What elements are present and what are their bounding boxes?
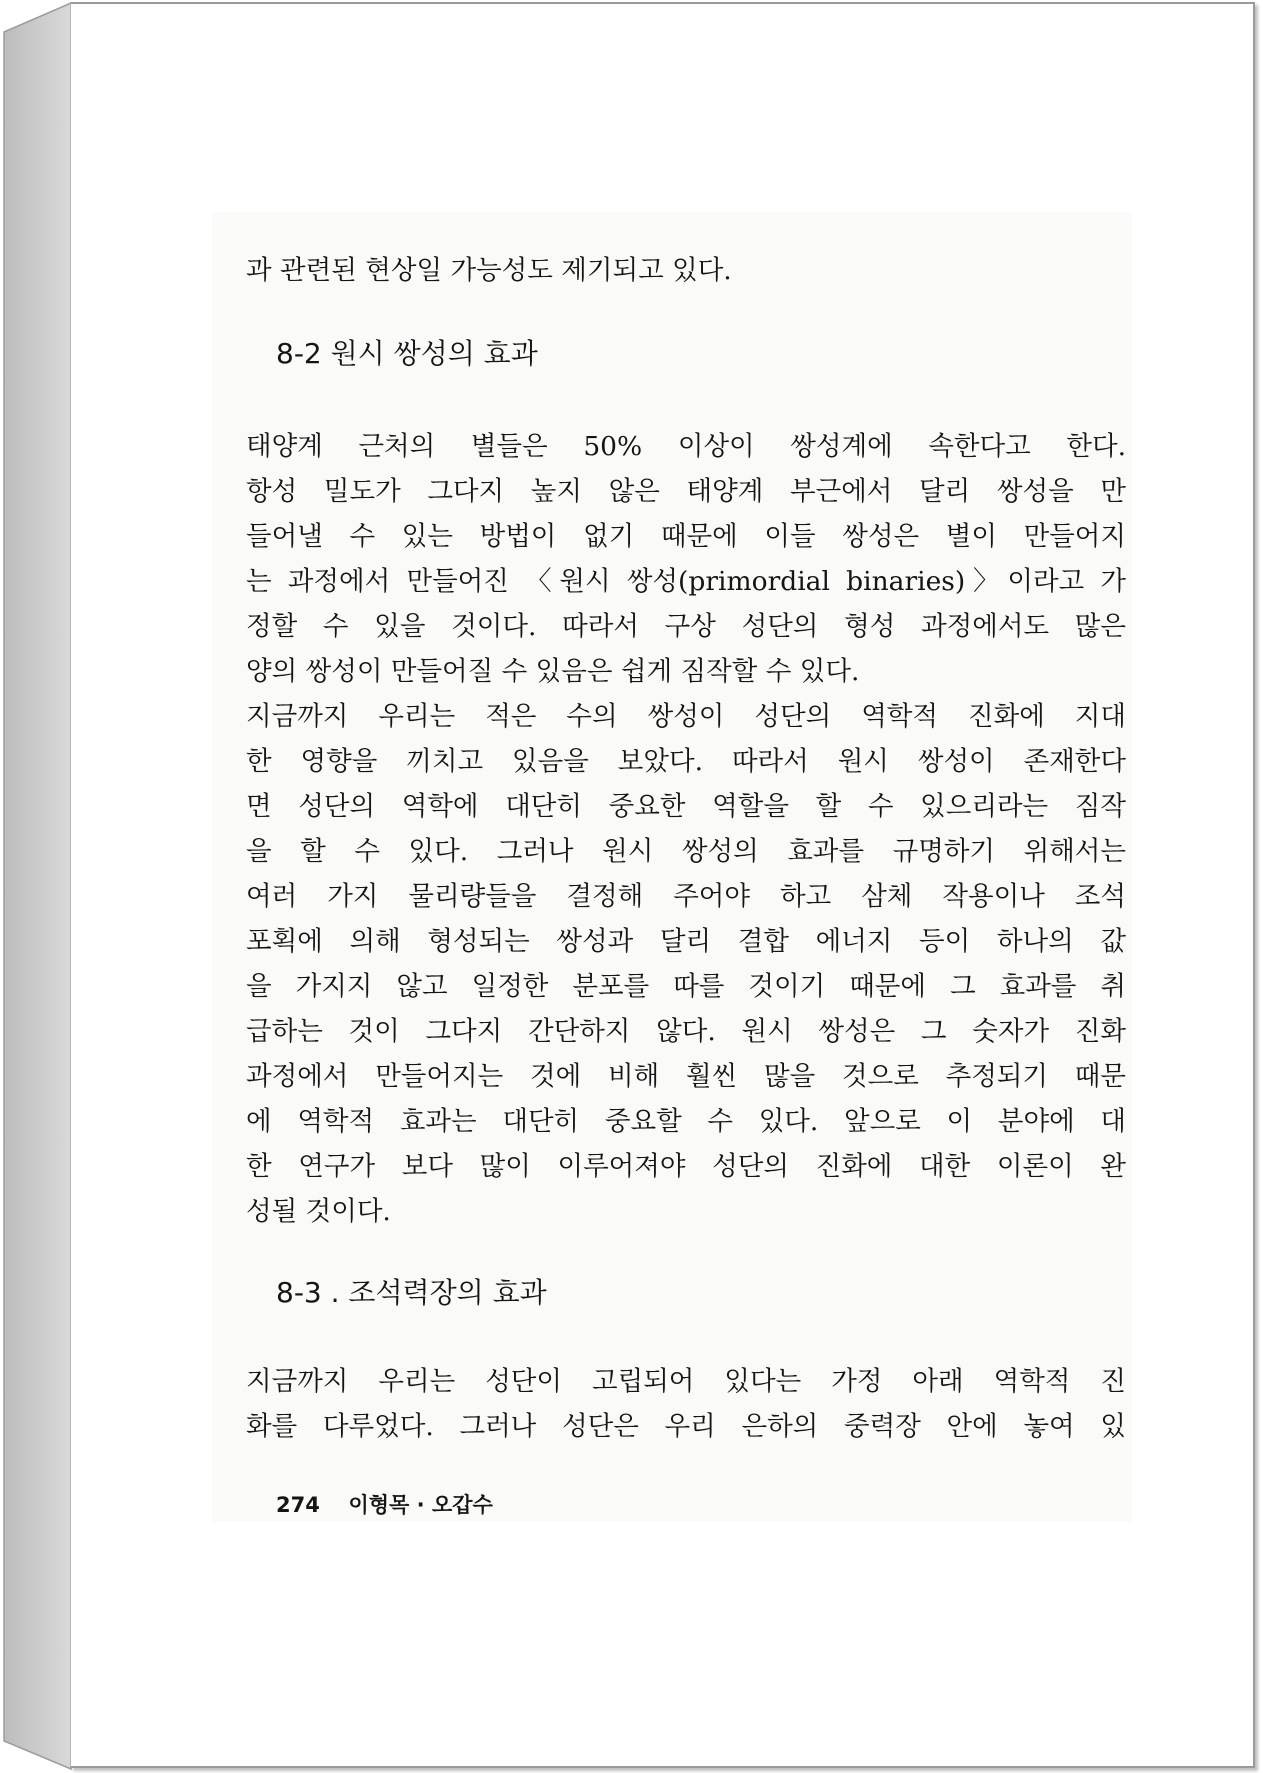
page-number: 274 xyxy=(276,1493,320,1517)
paragraph-line: 지금까지 우리는 적은 수의 쌍성이 성단의 역학적 진화에 지대 xyxy=(246,701,1126,732)
paragraph-line: 화를 다루었다. 그러나 성단은 우리 은하의 중력장 안에 놓여 있 xyxy=(246,1411,1126,1442)
paragraph-line: 한 연구가 보다 많이 이루어져야 성단의 진화에 대한 이론이 완 xyxy=(246,1151,1126,1182)
paragraph-line: 정할 수 있을 것이다. 따라서 구상 성단의 형성 과정에서도 많은 xyxy=(246,611,1126,642)
paragraph-line: 급하는 것이 그다지 간단하지 않다. 원시 쌍성은 그 숫자가 진화 xyxy=(246,1016,1126,1047)
paragraph-line: 는 과정에서 만들어진 〈원시 쌍성(primordial binaries)〉이라고 가 xyxy=(246,566,1126,597)
paragraph-line: 면 성단의 역학에 대단히 중요한 역할을 할 수 있으리라는 짐작 xyxy=(246,791,1126,822)
paragraph-line: 성될 것이다. xyxy=(246,1196,391,1227)
paragraph-line: 항성 밀도가 그다지 높지 않은 태양계 부근에서 달리 쌍성을 만 xyxy=(246,476,1126,507)
paragraph-line: 양의 쌍성이 만들어질 수 있음은 쉽게 짐작할 수 있다. xyxy=(246,656,860,687)
paragraph-line: 을 가지지 않고 일정한 분포를 따를 것이기 때문에 그 효과를 취 xyxy=(246,971,1126,1002)
paragraph-line: 여러 가지 물리량들을 결정해 주어야 하고 삼체 작용이나 조석 xyxy=(246,881,1126,912)
section-heading-8-2: 8-2 원시 쌍성의 효과 xyxy=(276,337,538,370)
paragraph-line: 과정에서 만들어지는 것에 비해 훨씬 많을 것으로 추정되기 때문 xyxy=(246,1061,1126,1092)
paragraph-line: 을 할 수 있다. 그러나 원시 쌍성의 효과를 규명하기 위해서는 xyxy=(246,836,1126,867)
section-heading-8-3: 8-3 . 조석력장의 효과 xyxy=(276,1276,547,1309)
paragraph-line: 지금까지 우리는 성단이 고립되어 있다는 가정 아래 역학적 진 xyxy=(246,1366,1126,1397)
footer-authors: 이형목 · 오갑수 xyxy=(348,1493,493,1517)
intro-line: 과 관련된 현상일 가능성도 제기되고 있다. xyxy=(246,255,732,286)
paragraph-line: 들어낼 수 있는 방법이 없기 때문에 이들 쌍성은 별이 만들어지 xyxy=(246,521,1126,552)
paragraph-line: 한 영향을 끼치고 있음을 보았다. 따라서 원시 쌍성이 존재한다 xyxy=(246,746,1126,777)
paragraph-line: 포획에 의해 형성되는 쌍성과 달리 결합 에너지 등이 하나의 값 xyxy=(246,926,1126,957)
paragraph-line: 에 역학적 효과는 대단히 중요할 수 있다. 앞으로 이 분야에 대 xyxy=(246,1106,1126,1137)
page-footer xyxy=(276,1492,493,1518)
paragraph-line: 태양계 근처의 별들은 50% 이상이 쌍성계에 속한다고 한다. xyxy=(246,431,1126,462)
